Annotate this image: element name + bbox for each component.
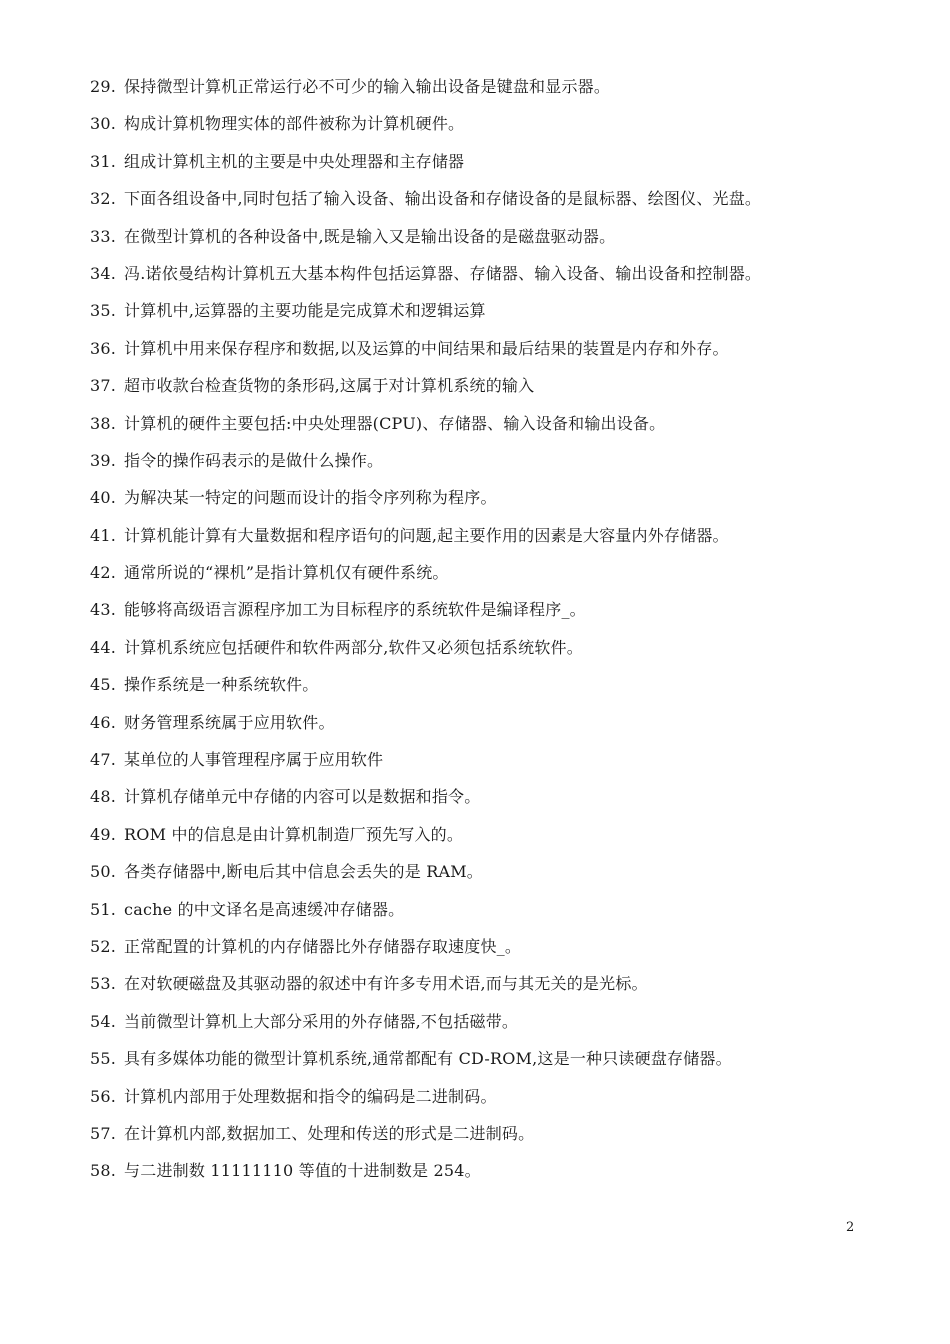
list-item (90, 591, 890, 628)
item-text: 在计算机内部,数据加工、处理和传送的形式是二进制码。 (124, 1123, 535, 1143)
item-number: 53. (90, 974, 117, 994)
list-item (90, 405, 890, 442)
list-item (90, 1152, 890, 1189)
item-text: 计算机能计算有大量数据和程序语句的问题,起主要作用的因素是大容量内外存储器。 (124, 525, 729, 545)
list-item (90, 554, 890, 591)
item-text: 计算机系统应包括硬件和软件两部分,软件又必须包括系统软件。 (124, 637, 583, 657)
item-number: 49. (90, 824, 117, 844)
item-text: 在对软硬磁盘及其驱动器的叙述中有许多专用术语,而与其无关的是光标。 (124, 974, 648, 994)
item-text: 冯.诺依曼结构计算机五大基本构件包括运算器、存储器、输入设备、输出设备和控制器。 (124, 263, 762, 283)
item-text: 各类存储器中,断电后其中信息会丢失的是 RAM。 (124, 862, 484, 882)
item-number: 41. (90, 525, 117, 545)
list-item (90, 105, 890, 142)
list-item (90, 704, 890, 741)
item-number: 37. (90, 376, 117, 396)
item-number: 40. (90, 488, 117, 508)
item-number: 51. (90, 899, 117, 919)
item-text: 计算机的硬件主要包括:中央处理器(CPU)、存储器、输入设备和输出设备。 (124, 413, 666, 433)
item-number: 38. (90, 413, 117, 433)
page-number: 2 (846, 1220, 855, 1235)
list-item (90, 778, 890, 815)
item-text: 计算机内部用于处理数据和指令的编码是二进制码。 (124, 1086, 497, 1106)
item-number: 57. (90, 1123, 117, 1143)
list-item (90, 1040, 890, 1077)
item-number: 47. (90, 750, 117, 770)
item-number: 31. (90, 151, 117, 171)
item-number: 42. (90, 563, 117, 583)
list-item (90, 1078, 890, 1115)
list-item (90, 255, 890, 292)
item-text: 计算机存储单元中存储的内容可以是数据和指令。 (124, 787, 481, 807)
item-text: ROM 中的信息是由计算机制造厂预先写入的。 (124, 824, 464, 844)
list-item (90, 1115, 890, 1152)
item-text: 计算机中,运算器的主要功能是完成算术和逻辑运算 (124, 301, 486, 321)
item-number: 45. (90, 675, 117, 695)
item-text: 当前微型计算机上大部分采用的外存储器,不包括磁带。 (124, 1011, 519, 1031)
item-number: 33. (90, 226, 117, 246)
list-item (90, 292, 890, 329)
list-item (90, 666, 890, 703)
item-number: 58. (90, 1161, 117, 1181)
item-number: 29. (90, 77, 117, 96)
list-item (90, 517, 890, 554)
list-item (90, 629, 890, 666)
item-number: 56. (90, 1086, 117, 1106)
item-number: 36. (90, 338, 117, 358)
item-number: 30. (90, 114, 117, 134)
item-text: 与二进制数 11111110 等值的十进制数是 254。 (124, 1161, 481, 1181)
list-item (90, 180, 890, 217)
item-text: 正常配置的计算机的内存储器比外存储器存取速度快_。 (124, 936, 522, 956)
answer-list (90, 68, 890, 1190)
item-number: 46. (90, 712, 117, 732)
item-text: 为解决某一特定的问题而设计的指令序列称为程序。 (124, 488, 497, 508)
item-text: 能够将高级语言源程序加工为目标程序的系统软件是编译程序_。 (124, 600, 586, 620)
item-text: 操作系统是一种系统软件。 (124, 675, 319, 695)
item-text: 计算机中用来保存程序和数据,以及运算的中间结果和最后结果的装置是内存和外存。 (124, 338, 729, 358)
item-number: 32. (90, 189, 117, 209)
item-number: 52. (90, 936, 117, 956)
item-text: 具有多媒体功能的微型计算机系统,通常都配有 CD-ROM,这是一种只读硬盘存储器。 (124, 1049, 732, 1069)
list-item (90, 816, 890, 853)
list-item (90, 330, 890, 367)
list-item (90, 853, 890, 890)
item-text: 保持微型计算机正常运行必不可少的输入输出设备是键盘和显示器。 (124, 77, 611, 96)
item-text: 财务管理系统属于应用软件。 (124, 712, 335, 732)
item-text: 组成计算机主机的主要是中央处理器和主存储器 (124, 151, 465, 171)
item-number: 48. (90, 787, 117, 807)
item-text: 通常所说的“裸机”是指计算机仅有硬件系统。 (124, 563, 449, 583)
item-number: 55. (90, 1049, 117, 1069)
item-number: 43. (90, 600, 117, 620)
item-text: 在微型计算机的各种设备中,既是输入又是输出设备的是磁盘驱动器。 (124, 226, 616, 246)
list-item (90, 442, 890, 479)
item-number: 39. (90, 450, 117, 470)
item-text: 某单位的人事管理程序属于应用软件 (124, 750, 384, 770)
item-number: 34. (90, 263, 117, 283)
list-item (90, 68, 890, 105)
item-text: 下面各组设备中,同时包括了输入设备、输出设备和存储设备的是鼠标器、绘图仪、光盘。 (124, 189, 762, 209)
item-number: 54. (90, 1011, 117, 1031)
list-item (90, 479, 890, 516)
list-item (90, 143, 890, 180)
item-number: 50. (90, 862, 117, 882)
list-item (90, 367, 890, 404)
list-item (90, 741, 890, 778)
item-number: 35. (90, 301, 117, 321)
item-text: cache 的中文译名是高速缓冲存储器。 (124, 899, 405, 919)
item-number: 44. (90, 637, 117, 657)
list-item (90, 1003, 890, 1040)
list-item (90, 965, 890, 1002)
list-item (90, 218, 890, 255)
item-text: 构成计算机物理实体的部件被称为计算机硬件。 (124, 114, 465, 134)
item-text: 指令的操作码表示的是做什么操作。 (124, 450, 384, 470)
item-text: 超市收款台检查货物的条形码,这属于对计算机系统的输入 (124, 376, 535, 396)
list-item (90, 891, 890, 928)
list-item (90, 928, 890, 965)
